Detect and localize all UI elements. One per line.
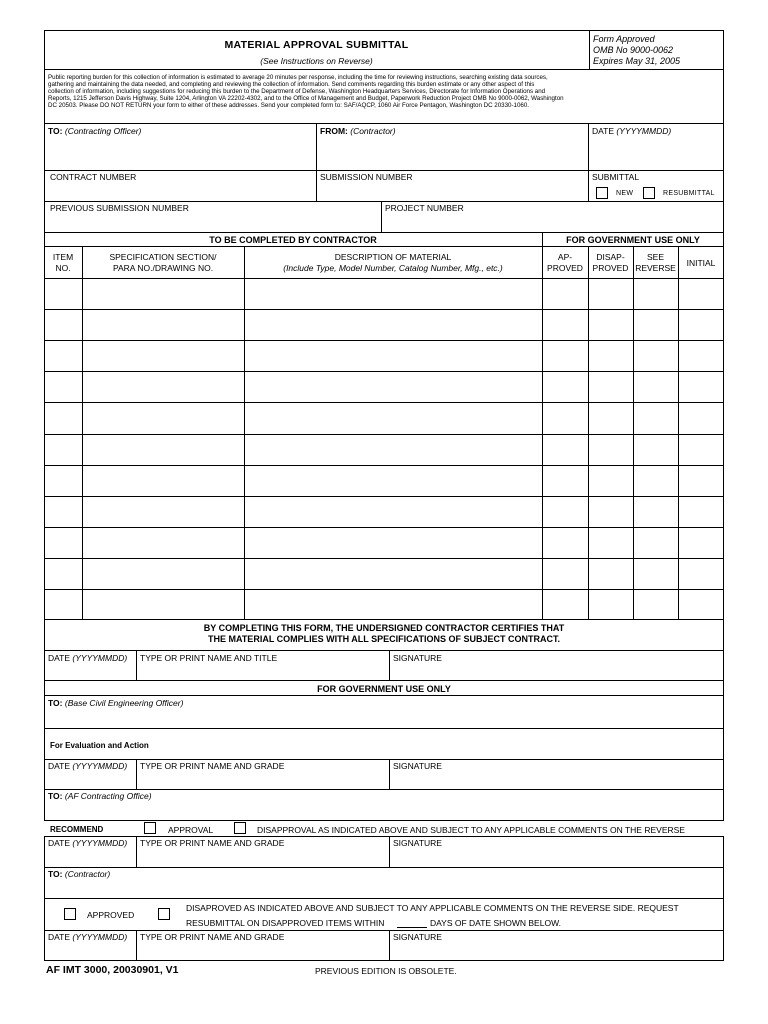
table-row[interactable] — [44, 465, 724, 466]
afco-name-grade-field[interactable]: TYPE OR PRINT NAME AND GRADE — [140, 838, 285, 848]
date-hint: (YYYYMMDD) — [72, 838, 128, 848]
col-description: DESCRIPTION OF MATERIAL — [334, 252, 452, 262]
new-label: NEW — [616, 190, 634, 197]
bce-name-grade-field[interactable]: TYPE OR PRINT NAME AND GRADE — [140, 761, 285, 771]
contractor-header: TO BE COMPLETED BY CONTRACTOR — [209, 235, 377, 245]
to-label: TO: — [48, 698, 63, 708]
divider — [136, 836, 137, 868]
divider — [44, 278, 724, 279]
items-table — [44, 232, 724, 620]
contractor-row[interactable] — [44, 867, 724, 899]
from-label: FROM: — [320, 126, 348, 136]
col-approved: PROVED — [547, 263, 583, 273]
divider — [381, 201, 382, 233]
table-row[interactable] — [44, 371, 724, 372]
col-disapproved: PROVED — [592, 263, 629, 273]
approved-label: APPROVED — [87, 910, 135, 920]
to-hint: (Contracting Officer) — [64, 126, 142, 136]
divider — [136, 650, 137, 681]
final-date-field[interactable] — [48, 932, 127, 942]
table-row[interactable] — [44, 434, 724, 435]
final-name-grade-field[interactable]: TYPE OR PRINT NAME AND GRADE — [140, 932, 285, 942]
afco-date-field[interactable] — [48, 838, 127, 848]
to-contractor-field[interactable] — [48, 869, 110, 879]
divider — [316, 123, 317, 171]
date-label: DATE — [48, 761, 71, 771]
col-spec: PARA NO./DRAWING NO. — [112, 263, 214, 273]
certification-line: THE MATERIAL COMPLIES WITH ALL SPECIFICATIONS OF SUBJECT CONTRACT. — [207, 634, 560, 644]
evaluation-label: For Evaluation and Action — [50, 741, 149, 750]
afco-signature-field[interactable]: SIGNATURE — [393, 838, 442, 848]
burden-line: Public reporting burden for this collection of information is estimated to average 20 minutes per response, including the time for reviewing instructions, searching existing data sources, — [48, 74, 548, 81]
approved-checkbox[interactable] — [64, 908, 76, 920]
to-label: TO: — [48, 791, 63, 801]
bce-date-field[interactable] — [48, 761, 127, 771]
to-bce-field[interactable] — [48, 698, 183, 708]
header-divider — [589, 30, 590, 70]
form-title: MATERIAL APPROVAL SUBMITTAL — [224, 39, 409, 51]
col-description-hint: (Include Type, Model Number, Catalog Number, Mfg., etc.) — [283, 263, 503, 273]
burden-line: DC 20503. Please DO NOT RETURN your form to either of these addresses. Send your completed form to: SAF/AQCP, 1060 Air Force Pentagon, Washington DC 20330-1060. — [48, 102, 530, 109]
date-field[interactable] — [592, 126, 671, 136]
col-spec: SPECIFICATION SECTION/ — [109, 252, 217, 262]
certification-line: BY COMPLETING THIS FORM, THE UNDERSIGNED CONTRACTOR CERTIFIES THAT — [203, 623, 565, 633]
date-label: DATE — [48, 932, 71, 942]
divider — [633, 246, 634, 620]
omb-number: OMB No 9000-0062 — [593, 45, 674, 55]
table-row[interactable] — [44, 340, 724, 341]
disapproval-label: DISAPPROVAL AS INDICATED ABOVE AND SUBJECT TO ANY APPLICABLE COMMENTS ON THE REVERSE — [257, 825, 685, 835]
new-checkbox[interactable] — [596, 187, 608, 199]
government-header: FOR GOVERNMENT USE ONLY — [566, 235, 700, 245]
approval-label: APPROVAL — [168, 825, 214, 835]
contract-number-field[interactable]: CONTRACT NUMBER — [50, 172, 137, 182]
days-suffix-label: DAYS OF DATE SHOWN BELOW. — [430, 918, 561, 928]
divider — [244, 246, 245, 620]
table-row[interactable] — [44, 402, 724, 403]
resubmittal-checkbox[interactable] — [643, 187, 655, 199]
to-label: TO: — [48, 126, 63, 136]
date-label: DATE — [48, 838, 71, 848]
date-label: DATE — [48, 653, 71, 663]
divider — [389, 759, 390, 790]
col-initial: INITIAL — [686, 258, 716, 268]
contractor-name-title-field[interactable]: TYPE OR PRINT NAME AND TITLE — [140, 653, 278, 663]
date-hint: (YYYYMMDD) — [72, 761, 128, 771]
col-see-reverse: REVERSE — [635, 263, 676, 273]
bce-signature-field[interactable]: SIGNATURE — [393, 761, 442, 771]
divider — [678, 246, 679, 620]
from-hint: (Contractor) — [350, 126, 396, 136]
to-afco-field[interactable] — [48, 791, 152, 801]
burden-line: gathering and maintaining the data needed, and completing and reviewing the collection of information. Send comments regarding this burden estimate or any other aspect of this — [48, 81, 535, 88]
col-item: NO. — [55, 263, 71, 273]
to-hint: (Base Civil Engineering Officer) — [64, 698, 184, 708]
from-contractor-field[interactable] — [320, 126, 396, 136]
resubmittal-label: RESUBMITTAL — [663, 190, 715, 197]
table-row[interactable] — [44, 558, 724, 559]
divider — [389, 836, 390, 868]
project-number-field[interactable]: PROJECT NUMBER — [385, 203, 464, 213]
resubmittal-days-label: RESUBMITTAL ON DISAPPROVED ITEMS WITHIN — [186, 918, 385, 928]
to-hint: (Contractor) — [64, 869, 111, 879]
disapproval-checkbox[interactable] — [234, 822, 246, 834]
obsolete-notice: PREVIOUS EDITION IS OBSOLETE. — [315, 966, 457, 976]
divider — [136, 759, 137, 790]
previous-submission-field[interactable]: PREVIOUS SUBMISSION NUMBER — [50, 203, 189, 213]
divider — [542, 232, 543, 620]
table-row[interactable] — [44, 527, 724, 528]
to-hint: (AF Contracting Office) — [64, 791, 152, 801]
final-signature-field[interactable]: SIGNATURE — [393, 932, 442, 942]
date-hint: (YYYYMMDD) — [72, 653, 128, 663]
divider — [389, 650, 390, 681]
contractor-signature-field[interactable]: SIGNATURE — [393, 653, 442, 663]
form-id: AF IMT 3000, 20030901, V1 — [46, 964, 179, 976]
col-see-reverse: SEE — [646, 252, 664, 262]
divider — [588, 123, 589, 171]
to-contracting-officer-field[interactable] — [48, 126, 141, 136]
divider — [82, 246, 83, 620]
submittal-label: SUBMITTAL — [592, 172, 640, 182]
disapproved-label: DISAPROVED AS INDICATED ABOVE AND SUBJECT TO ANY APPLICABLE COMMENTS ON THE REVERSE SIDE. REQUEST — [186, 903, 679, 913]
date-hint: (YYYYMMDD) — [616, 126, 672, 136]
form-approved: Form Approved — [593, 34, 655, 44]
divider — [136, 930, 137, 961]
divider — [44, 246, 724, 247]
divider — [588, 170, 589, 202]
burden-line: collection of information, including suggestions for reducing this burden to the Department of Defense, Washington Headquarters Services, Directorate for Information Operations and — [48, 88, 546, 95]
col-approved: AP- — [557, 252, 573, 262]
approval-checkbox[interactable] — [144, 822, 156, 834]
table-row[interactable] — [44, 496, 724, 497]
col-disapproved: DISAP- — [596, 252, 625, 262]
disapproved-checkbox[interactable] — [158, 908, 170, 920]
divider — [316, 170, 317, 202]
col-item: ITEM — [52, 252, 74, 262]
form-instructions: (See Instructions on Reverse) — [260, 56, 373, 66]
divider — [588, 246, 589, 620]
table-row[interactable] — [44, 589, 724, 590]
divider — [389, 930, 390, 961]
days-input[interactable] — [397, 927, 427, 928]
submission-number-field[interactable]: SUBMISSION NUMBER — [320, 172, 413, 182]
recommend-label: RECOMMEND — [50, 825, 104, 834]
date-hint: (YYYYMMDD) — [72, 932, 128, 942]
date-label: DATE — [592, 126, 615, 136]
to-label: TO: — [48, 869, 63, 879]
burden-line: Reports, 1215 Jefferson Davis Highway, Suite 1204, Arlington VA 22202-4302, and to the Office of Management and Budget, Paperwork Reduction Project OMB No 9000-0062, Washington — [48, 95, 564, 102]
gov-use-header: FOR GOVERNMENT USE ONLY — [317, 684, 451, 694]
expiration-date: Expires May 31, 2005 — [593, 56, 681, 66]
table-row[interactable] — [44, 309, 724, 310]
contractor-date-field[interactable] — [48, 653, 127, 663]
